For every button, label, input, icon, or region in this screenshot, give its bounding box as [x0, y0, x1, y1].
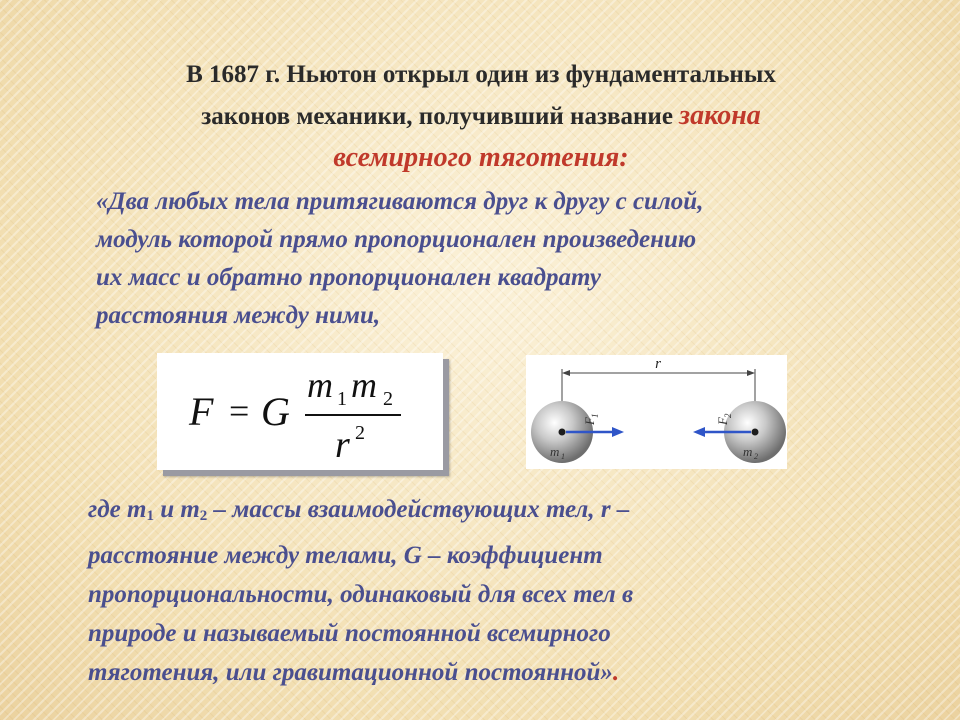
desc-text-masses: – массы взаимодействующих тел, r –	[207, 496, 630, 523]
title-accent-law: закона	[679, 100, 761, 131]
formula-mass-1: m	[307, 365, 333, 405]
formula-distance: r	[335, 424, 350, 466]
law-quote	[96, 183, 896, 335]
formula-constant: G	[261, 389, 290, 434]
title-line-2-text: законов механики, получивший название	[201, 103, 673, 130]
formula-exponent: 2	[355, 422, 365, 444]
attraction-diagram	[526, 355, 787, 469]
desc-end-dot: .	[612, 659, 620, 686]
desc-line-5-text: тяготения, или гравитационной постоянной»	[88, 659, 613, 686]
formula-description	[88, 490, 818, 692]
formula-box	[157, 353, 443, 470]
body-1-center	[559, 429, 566, 436]
desc-text-and-m: и m	[153, 496, 200, 523]
desc-line-1	[88, 490, 818, 536]
desc-line-5	[88, 653, 818, 692]
mass-1-sub: 1	[561, 452, 565, 461]
two-bodies-figure	[526, 355, 787, 469]
formula-force: F	[189, 389, 214, 434]
desc-line-4: природе и называемый постоянной всемирного	[88, 620, 611, 647]
slide-title	[96, 54, 866, 178]
quote-line-1: «Два любых тела притягиваются друг к другу с силой,	[96, 188, 704, 215]
desc-line-2: расстояние между телами, G – коэффициент	[88, 542, 603, 569]
desc-line-3: пропорциональности, одинаковый для всех тел в	[88, 581, 634, 608]
title-line-1: В 1687 г. Ньютон открыл один из фундаментальных	[186, 61, 776, 88]
force-2-sub: 2	[723, 413, 733, 418]
formula-sub-2: 2	[383, 388, 393, 410]
gravitation-formula	[157, 353, 443, 470]
force-2-label: F	[715, 417, 730, 425]
body-2-center	[752, 429, 759, 436]
title-line-2	[96, 95, 866, 137]
quote-line-4: расстояния между ними,	[96, 302, 381, 329]
force-2-arrowhead	[693, 427, 705, 437]
desc-sub-2: 2	[199, 508, 208, 524]
force-1-arrowhead	[612, 427, 624, 437]
force-1-label: F	[582, 417, 597, 425]
mass-2-label: m	[743, 444, 753, 459]
distance-label: r	[655, 356, 661, 372]
force-1-sub: 1	[590, 413, 600, 418]
mass-2-sub: 2	[754, 452, 758, 461]
desc-text-where-m: где m	[88, 496, 147, 523]
formula-mass-2: m	[351, 365, 377, 405]
quote-line-3: их масс и обратно пропорционален квадрату	[96, 264, 601, 291]
title-accent-gravitation: всемирного тяготения:	[333, 142, 629, 173]
formula-equals: =	[229, 391, 250, 431]
quote-line-2: модуль которой прямо пропорционален произведению	[96, 226, 697, 253]
formula-sub-1: 1	[337, 388, 347, 410]
mass-1-label: m	[550, 444, 560, 459]
dim-arrow-left	[562, 370, 570, 376]
desc-sub-1: 1	[146, 508, 154, 524]
dim-arrow-right	[747, 370, 755, 376]
